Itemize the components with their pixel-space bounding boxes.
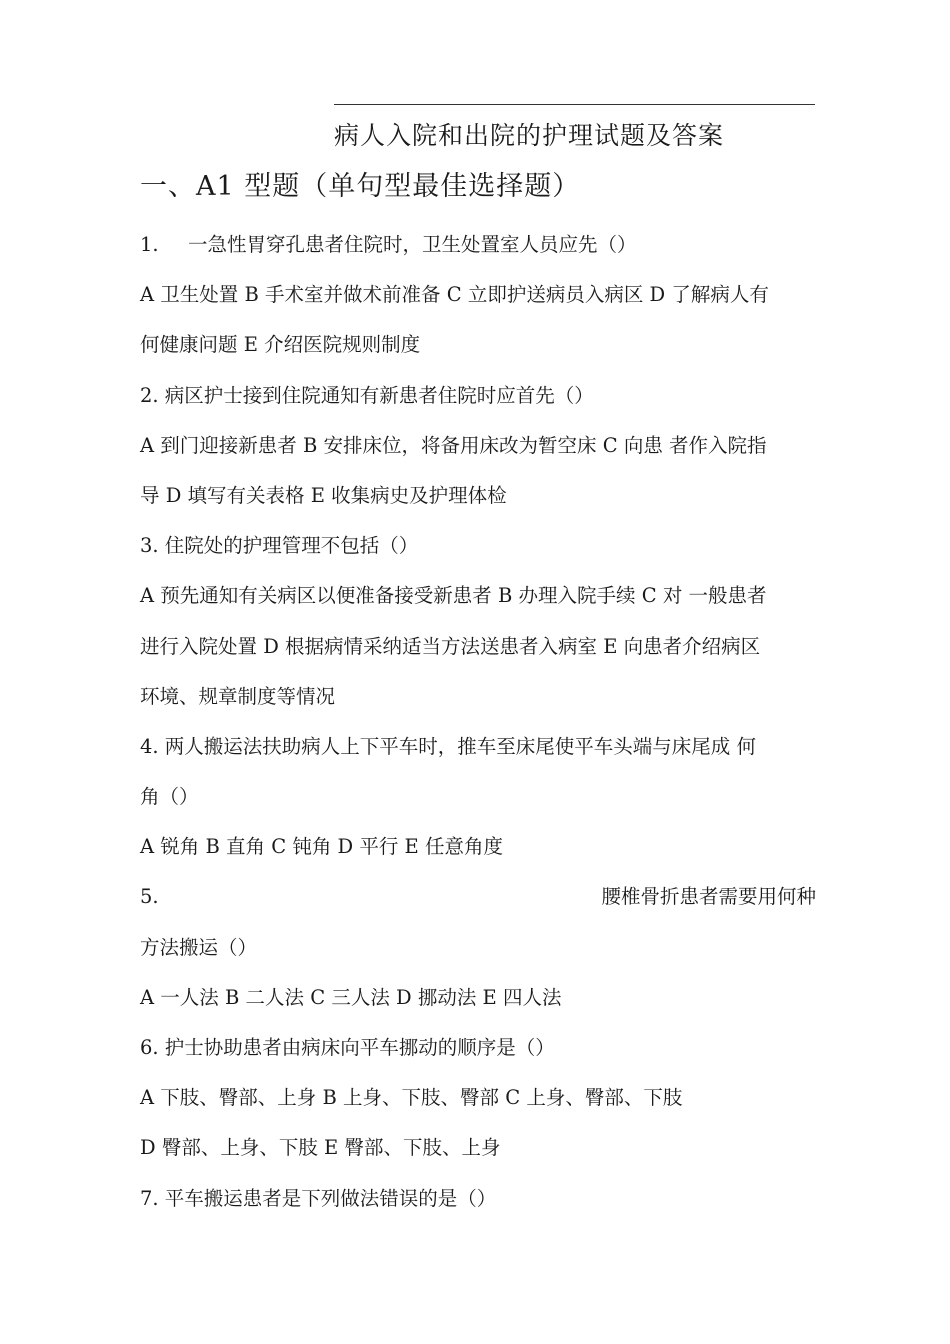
question-list xyxy=(140,220,816,1224)
question-6-stem: 6. 护士协助患者由病床向平车挪动的顺序是（） xyxy=(140,1036,555,1059)
header-rule xyxy=(334,104,815,105)
document-title: 病人入院和出院的护理试题及答案 xyxy=(334,121,725,150)
question-2-options: A 到门迎接新患者 B 安排床位，将备用床改为暂空床 C 向患 者作入院指 xyxy=(140,433,767,457)
question-4-options: A 锐角 B 直角 C 钝角 D 平行 E 任意角度 xyxy=(140,835,503,859)
question-1-options-cont: 何健康问题 E 介绍医院规则制度 xyxy=(140,333,421,357)
question-number: 5. xyxy=(140,885,159,909)
question-3-options-cont: 进行入院处置 D 根据病情采纳适当方法送患者入病室 E 向患者介绍病区 xyxy=(140,634,761,658)
question-text: 腰椎骨折患者需要用何种 xyxy=(601,885,816,909)
question-3-options-end: 环境、规章制度等情况 xyxy=(140,684,336,708)
question-2-stem: 2. 病区护士接到住院通知有新患者住院时应首先（） xyxy=(140,383,594,407)
question-6-options-cont: D 臀部、上身、下肢 E 臀部、下肢、上身 xyxy=(140,1136,501,1160)
question-2-options-cont: 导 D 填写有关表格 E 收集病史及护理体检 xyxy=(140,483,507,507)
question-number: 1. xyxy=(140,233,159,256)
question-5-options: A 一人法 B 二人法 C 三人法 D 挪动法 E 四人法 xyxy=(140,985,562,1009)
question-6-options: A 下肢、臀部、上身 B 上身、下肢、臀部 C 上身、臀部、下肢 xyxy=(140,1086,683,1110)
question-text: 一急性胃穿孔患者住院时，卫生处置室人员应先（） xyxy=(188,233,637,256)
question-1-options: A 卫生处置 B 手术室并做术前准备 C 立即护送病员入病区 D 了解病人有 xyxy=(140,283,769,307)
question-1-stem xyxy=(140,220,816,270)
question-4-stem-cont: 角（） xyxy=(140,785,199,809)
section-heading: 一、A1 型题（单句型最佳选择题） xyxy=(140,171,581,202)
question-5-stem xyxy=(140,872,816,922)
question-7-stem: 7. 平车搬运患者是下列做法错误的是（） xyxy=(140,1186,497,1210)
question-3-options: A 预先通知有关病区以便准备接受新患者 B 办理入院手续 C 对 一般患者 xyxy=(140,584,767,608)
question-5-stem-cont: 方法搬运（） xyxy=(140,935,258,959)
question-4-stem: 4. 两人搬运法扶助病人上下平车时，推车至床尾使平车头端与床尾成 何 xyxy=(140,734,757,758)
question-3-stem: 3. 住院处的护理管理不包括（） xyxy=(140,534,419,558)
